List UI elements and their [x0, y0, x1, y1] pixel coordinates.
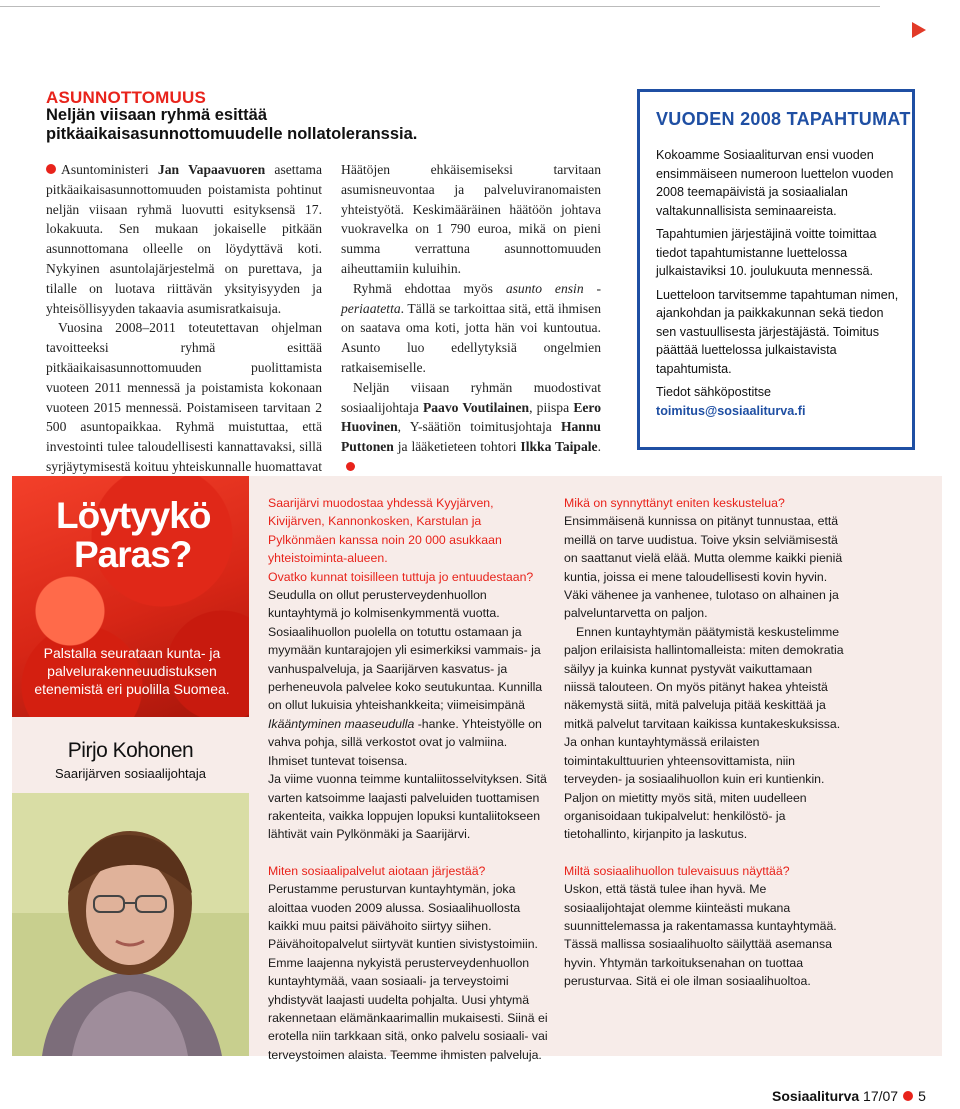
interviewee-caption — [12, 717, 249, 789]
interview-column-2 — [564, 494, 846, 991]
feature-hero-image — [12, 476, 249, 717]
article-column-2 — [341, 160, 601, 477]
next-page-triangle-icon[interactable] — [912, 22, 926, 38]
red-dot-icon — [46, 164, 56, 174]
article-headline: Neljän viisaan ryhmä esittää pitkäaikaisasunnottomuudelle nollatoleranssia. — [46, 106, 418, 143]
interview-answer: Ensimmäisenä kunnissa on pitänyt tunnustaa, että meillä on tarve uudistua. Toive yksin selviämisestä on saattanut vielä elää. Mutta olemme kaikki pieniä kuntia, joissa ei mene taloudellisesti kovin hyvin. Väki vähenee ja vanhenee, tulotaso on alhainen ja palveluntarvetta on paljon. — [564, 514, 843, 621]
interview-answer: Ja viime vuonna teimme kuntaliitosselvityksen. Sitä varten katsoimme laajasti palveluiden tuottamisen rakenteita, vaikka loppujen lopuksi kuntaliitokseen lähtivät vain Pylkönmäki ja Saarijärvi. — [268, 772, 547, 842]
issue-number: 17/07 — [863, 1088, 899, 1104]
red-dot-icon — [903, 1091, 913, 1101]
events-box-body: Kokoamme Sosiaaliturvan ensi vuoden ensimmäiseen numeroon luettelon vuoden 2008 teemapäivistä ja sosiaalialan valtakunnallisista seminaareista. Tapahtumien järjestäjinä voitte toimittaa tiedot tapahtumistanne luettelossa julkaistaviksi 10. joulukuuta mennessä. Luetteloon tarvitsemme tapahtuman nimen, ajankohdan ja paikkakunnan sekä tiedon sen vastuullisesta järjestäjästä. Toimitus päättää luettelossa julkaistavista tapahtumista. Tiedot sähköpostitse toimitus@sosiaaliturva.fi — [656, 146, 902, 425]
interview-answer: Seudulla on ollut perusterveydenhuollon kuntayhtymä jo kolmisenkymmentä vuotta. Sosiaalihuollon puolella on totuttu ostamaan ja myymään kuntarajojen yli esimerkiksi vammais- ja vanhuspalveluja, ja Saarijärven kasvatus- ja perheneuvola palvelee koko seutukuntaa. Kunnilla on ollut lukuisia yhteishankkeita; viimeisimpänä Ikääntyminen maaseudulla -hanke. Yhteistyölle on vahva pohja, sillä verkostot ovat jo valmiina. Ihmiset tuntevat toisensa. — [268, 588, 543, 768]
interviewee-photo — [12, 793, 249, 1056]
article-paragraph: Ryhmä ehdottaa myös asunto ensin -periaatetta. Tällä se tarkoittaa sitä, että ihmisen on saatava oma koti, jotta hän voi kuntoutua. Asunto luo edellytyksiä ongelmien ratkaisemiselle. — [341, 280, 602, 375]
interview-column-1 — [268, 494, 548, 1064]
interview-answer: Perustamme perusturvan kuntayhtymän, joka aloittaa vuoden 2009 alussa. Sosiaalihuollosta kaikki muu paitsi päivähoito siirtyy siihen. Päivähoitopalvelut siirtyvät kuntien sivistystoimiin. Emme laajenna nykyistä perusterveydenhuollon kuntayhtymää, vaan sosiaali- ja terveystoimi yhdistyvät laajasti uudelta pohjalta. Uusi yhtymä rakennetaan elämänkaarimallin mukaisesti. Siinä ei erotella niin tarkkaan sitä, onko palvelu sosiaali- vai terveystoimen alaista. Teemme ihmisten palveluja. — [268, 882, 548, 1062]
feature-subtitle: Palstalla seurataan kunta- ja palvelurakenneuudistuksen etenemistä eri puolilla Suomea. — [34, 645, 230, 697]
interview-answer: Ennen kuntayhtymän päätymistä keskustelimme paljon erilaisista hallintomalleista: miten demokratia säilyy ja kuinka kunnat pystyvät vaikuttamaan niissä talouteen. On myös pitänyt hakea yhteistä näkemystä siitä, mitä palveluja pitää keskittää ja mitkä palvelut tarvitaan kaikissa kuntakeskuksissa. Ja onhan kuntayhtymässä erilaisten toimintakulttuurien yhteensovittamista, niin terveyden- ja sosiaalihuollon kuin eri kuntienkin. Paljon on mietitty myös sitä, miten uudelleen organisoidaan tukipalvelut: henkilöstö- ja tietohallinto, kirjanpito ja laskutus. — [564, 624, 844, 842]
intro-text: Saarijärvi muodostaa yhdessä Kyyjärven, Kivijärven, Kannonkosken, Karstulan ja Pylkönmäen kanssa noin 20 000 asukkaan yhteistoiminta-alueen. — [268, 496, 502, 566]
email-link[interactable]: toimitus@sosiaaliturva.fi — [656, 403, 806, 418]
interview-answer: Uskon, että tästä tulee ihan hyvä. Me sosiaalijohtajat olemme kiinteästi mukana suunnittelemassa ja rakentamassa kuntayhtymää. Tässä mallissa sosiaalihuolto säilyttää asemansa hyvin. Yhtymän tarkoituksenahan on tuottaa perusturvaa. Sitä ei ole ilman sosiaalihuoltoa. — [564, 882, 837, 989]
events-box-title: VUODEN 2008 TAPAHTUMAT — [656, 109, 911, 129]
page-footer — [772, 1088, 926, 1104]
interview-question: Mikä on synnyttänyt eniten keskustelua? — [564, 496, 785, 510]
interviewee-role: Saarijärven sosiaalijohtaja — [54, 766, 207, 781]
interview-question: Miten sosiaalipalvelut aiotaan järjestää? — [268, 863, 486, 878]
top-rule — [0, 6, 880, 7]
article-column-1 — [46, 160, 322, 497]
events-box — [637, 89, 915, 450]
page-number: 5 — [918, 1088, 926, 1104]
article-paragraph: Asuntoministeri Jan Vapaavuoren asettama pitkäaikaisasunnottomuuden poistamista pohtinut neljän viisaan ryhmä luovutti esityksensä 17. lokakuuta. Sen mukaan jokaiselle pitkään asunnottomana olleelle on löydyttävä koti. Nykyinen asuntolajärjestelmä on purettava, ja tilalle on luotava riittävän yksityisyyden ja yhteisöllisyyden takaavia asumisratkaisuja. — [46, 162, 322, 316]
interview-question: Miltä sosiaalihuollon tulevaisuus näyttää? — [564, 863, 790, 878]
interview-question: Ovatko kunnat toisilleen tuttuja jo entuudestaan? — [268, 569, 534, 584]
magazine-name: Sosiaaliturva — [772, 1088, 860, 1104]
interviewee-name: Pirjo Kohonen — [67, 739, 194, 762]
article-paragraph: Häätöjen ehkäisemiseksi tarvitaan asumisneuvontaa ja palveluviranomaisten yhteistyötä. Keskimääräinen häätöön johtava vuokravelka on 1 790 euroa, mikä on pieni summa verrattuna asunnottomuuden aiheuttamiin kuluihin. — [341, 162, 601, 276]
article-paragraph: Vuosina 2008–2011 toteutettavan ohjelman tavoitteeksi ryhmä esittää pitkäaikaisasunnottomuuden puolittamista vuoteen 2011 mennessä ja poistamista kokonaan vuoteen 2015 mennessä. Poistamiseen tarvitaan 2 500 asuntopaikkaa. Ryhmä muistuttaa, että investointi tulee taloudellisesti kannattavaksi, sillä syrjäytymisestä koituu yhteiskunnalle huomattavat — [46, 320, 322, 474]
red-dot-icon — [346, 462, 355, 471]
feature-title: Löytyykö Paras? — [56, 495, 211, 575]
article-paragraph: Neljän viisaan ryhmän muodostivat sosiaalijohtaja Paavo Voutilainen, piispa Eero Huovinen, Y-säätiön toimitusjohtaja Hannu Puttonen ja lääketieteen tohtori Ilkka Taipale. — [341, 378, 601, 477]
person-name: Jan Vapaavuoren — [157, 162, 266, 177]
article-kicker: ASUNNOTTOMUUS — [46, 88, 207, 107]
